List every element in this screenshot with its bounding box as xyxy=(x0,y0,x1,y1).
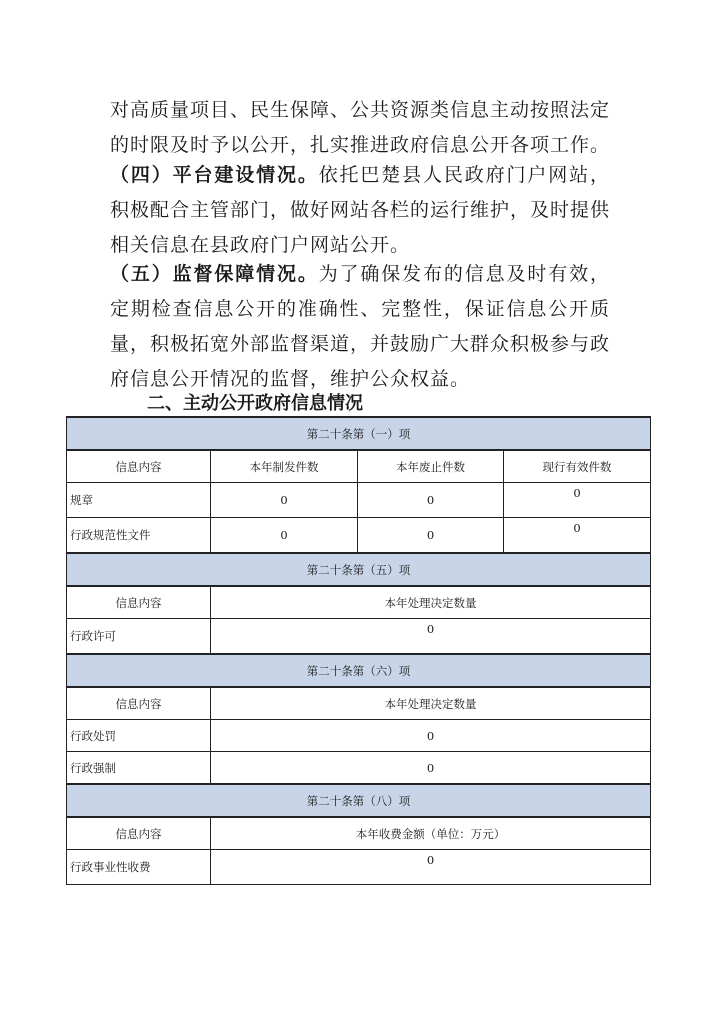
table-cell: 0 xyxy=(504,518,651,554)
row-label: 行政事业性收费 xyxy=(67,850,211,885)
column-header: 本年处理决定数量 xyxy=(211,586,651,619)
table-cell: 0 xyxy=(211,720,651,752)
table-header-row xyxy=(67,450,651,483)
column-header: 信息内容 xyxy=(67,687,211,720)
paragraph-supervision xyxy=(110,257,610,397)
table-header-row xyxy=(67,817,651,850)
platform-heading: （四）平台建设情况。 xyxy=(110,164,319,186)
column-header: 本年废止件数 xyxy=(358,450,504,483)
column-header: 信息内容 xyxy=(67,450,211,483)
paragraph-intro xyxy=(110,93,610,163)
table-cell: 0 xyxy=(504,483,651,518)
platform-text: 依托巴楚县人民政府门户网站，积极配合主管部门，做好网站各栏的运行维护，及时提供相关信息在县政府门户网站公开。 xyxy=(110,164,611,256)
row-label: 行政强制 xyxy=(67,752,211,785)
section-title-row xyxy=(67,417,651,450)
row-label: 行政许可 xyxy=(67,619,211,655)
row-label: 行政规范性文件 xyxy=(67,518,211,554)
column-header: 现行有效件数 xyxy=(504,450,651,483)
table-cell: 0 xyxy=(211,518,358,554)
section-title-row xyxy=(67,553,651,586)
table-row xyxy=(67,720,651,752)
table-cell: 0 xyxy=(358,483,504,518)
table-row xyxy=(67,483,651,518)
section-title-row xyxy=(67,654,651,687)
table-cell: 0 xyxy=(211,483,358,518)
table-cell: 0 xyxy=(211,752,651,785)
column-header: 信息内容 xyxy=(67,817,211,850)
disclosure-table xyxy=(66,416,651,885)
paragraph-platform xyxy=(110,158,610,263)
table-cell: 0 xyxy=(211,619,651,655)
supervision-text: 为了确保发布的信息及时有效，定期检查信息公开的准确性、完整性，保证信息公开质量，积极拓宽外部监督渠道，并鼓励广大群众积极参与政府信息公开情况的监督，维护公众权益。 xyxy=(110,263,611,390)
table-row xyxy=(67,850,651,885)
column-header: 信息内容 xyxy=(67,586,211,619)
section-title: 第二十条第（一）项 xyxy=(67,417,651,450)
section-heading: 二、主动公开政府信息情况 xyxy=(147,393,363,414)
table-cell: 0 xyxy=(211,850,651,885)
section-title: 第二十条第（六）项 xyxy=(67,654,651,687)
section-title: 第二十条第（五）项 xyxy=(67,553,651,586)
section-title-row xyxy=(67,784,651,817)
table-header-row xyxy=(67,687,651,720)
supervision-heading: （五）监督保障情况。 xyxy=(110,263,319,285)
column-header: 本年处理决定数量 xyxy=(211,687,651,720)
table-row xyxy=(67,752,651,785)
section-title: 第二十条第（八）项 xyxy=(67,784,651,817)
row-label: 规章 xyxy=(67,483,211,518)
table-row xyxy=(67,619,651,655)
table-header-row xyxy=(67,586,651,619)
table-row xyxy=(67,518,651,554)
row-label: 行政处罚 xyxy=(67,720,211,752)
column-header: 本年制发件数 xyxy=(211,450,358,483)
column-header: 本年收费金额（单位：万元） xyxy=(211,817,651,850)
table-cell: 0 xyxy=(358,518,504,554)
paragraph-intro-text: 对高质量项目、民生保障、公共资源类信息主动按照法定的时限及时予以公开，扎实推进政府信息公开各项工作。 xyxy=(110,99,611,156)
